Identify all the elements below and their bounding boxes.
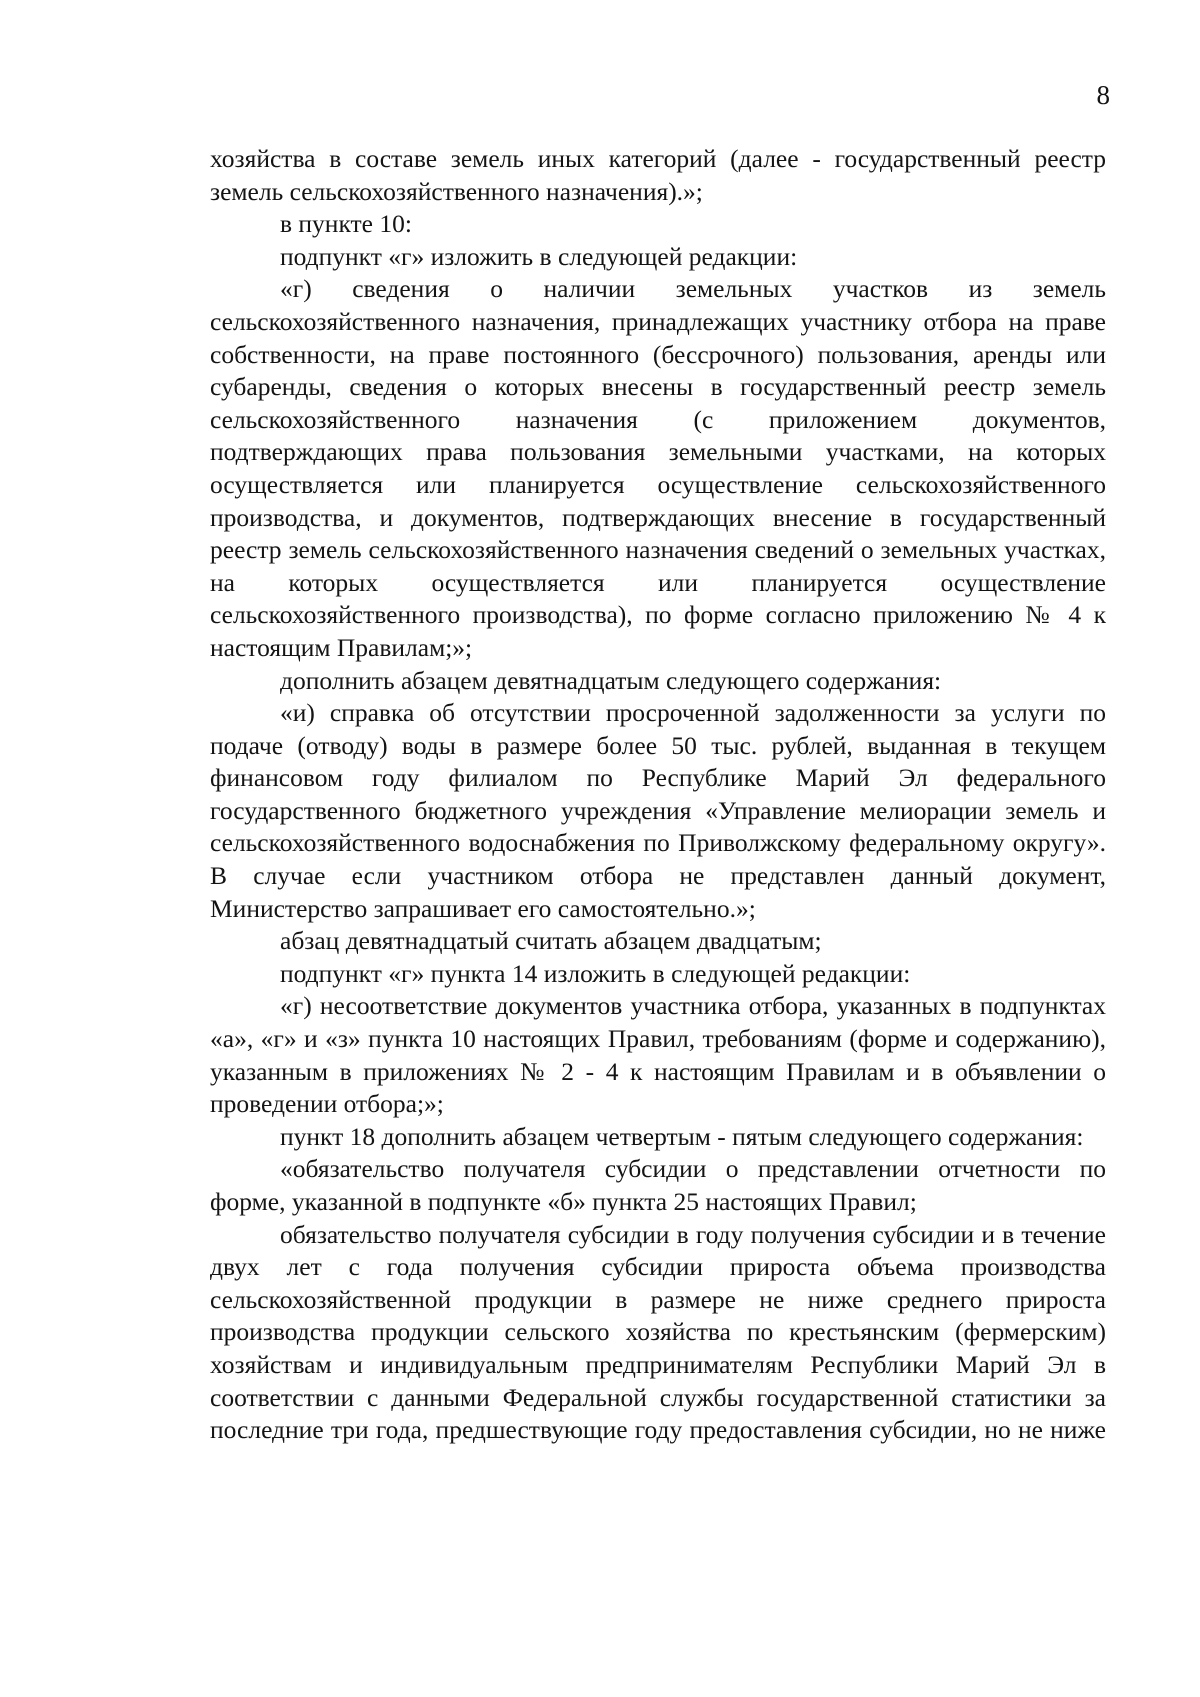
paragraph: «обязательство получателя субсидии о представлении отчетности по форме, указанной в подпункте «б» пункта 25 настоящих Правил; — [210, 1154, 1106, 1216]
paragraph: обязательство получателя субсидии в году получения субсидии и в течение двух лет с года получения субсидии прироста объема производства сельскохозяйственной продукции в размере не ниже среднего прироста производства продукции сельского хозяйства по крестьянским (фермерским) хозяйствам и индивидуальным предпринимателям Республики Марий Эл в соответствии с данными Федеральной службы государственной статистики за последние три года, предшествующие году предоставления субсидии, но не ниже — [210, 1219, 1106, 1445]
paragraph: абзац девятнадцатый считать абзацем двадцатым; — [280, 926, 822, 956]
paragraph: «г) сведения о наличии земельных участков из земель сельскохозяйственного назначения, принадлежащих участнику отбора на праве собственности, на праве постоянного (бессрочного) пользования, аренды или субаренды, сведения о которых внесены в государственный реестр земель сельскохозяйственного назначения (с приложением документов, подтверждающих права пользования земельными участками, на которых осуществляется или планируется осуществление сельскохозяйственного производства, и документов, подтверждающих внесение в государственный реестр земель сельскохозяйственного назначения сведений о земельных участках, на которых осуществляется или планируется осуществление сельскохозяйственного производства), по форме согласно приложению № 4 к настоящим Правилам;»; — [210, 274, 1106, 662]
paragraph: дополнить абзацем девятнадцатым следующего содержания: — [280, 665, 942, 695]
paragraph: подпункт «г» изложить в следующей редакции: — [280, 241, 798, 271]
document-body — [210, 143, 1106, 1447]
paragraph: пункт 18 дополнить абзацем четвертым - пятым следующего содержания: — [280, 1121, 1084, 1151]
paragraph: подпункт «г» пункта 14 изложить в следующей редакции: — [280, 958, 911, 988]
paragraph: хозяйства в составе земель иных категорий (далее - государственный реестр земель сельскохозяйственного назначения).»; — [210, 144, 1106, 206]
paragraph: «г) несоответствие документов участника отбора, указанных в подпунктах «а», «г» и «з» пункта 10 настоящих Правил, требованиям (форме и содержанию), указанным в приложениях № 2 - 4 к настоящим Правилам и в объявлении о проведении отбора;»; — [210, 991, 1106, 1119]
paragraph: в пункте 10: — [280, 209, 412, 239]
page-number: 8 — [1096, 80, 1110, 110]
paragraph: «и) справка об отсутствии просроченной задолженности за услуги по подаче (отводу) воды в размере более 50 тыс. рублей, выданная в текущем финансовом году филиалом по Республике Марий Эл федерального государственного бюджетного учреждения «Управление мелиорации земель и сельскохозяйственного водоснабжения по Приволжскому федеральному округу». В случае если участником отбора не представлен данный документ, Министерство запрашивает его самостоятельно.»; — [210, 698, 1106, 923]
